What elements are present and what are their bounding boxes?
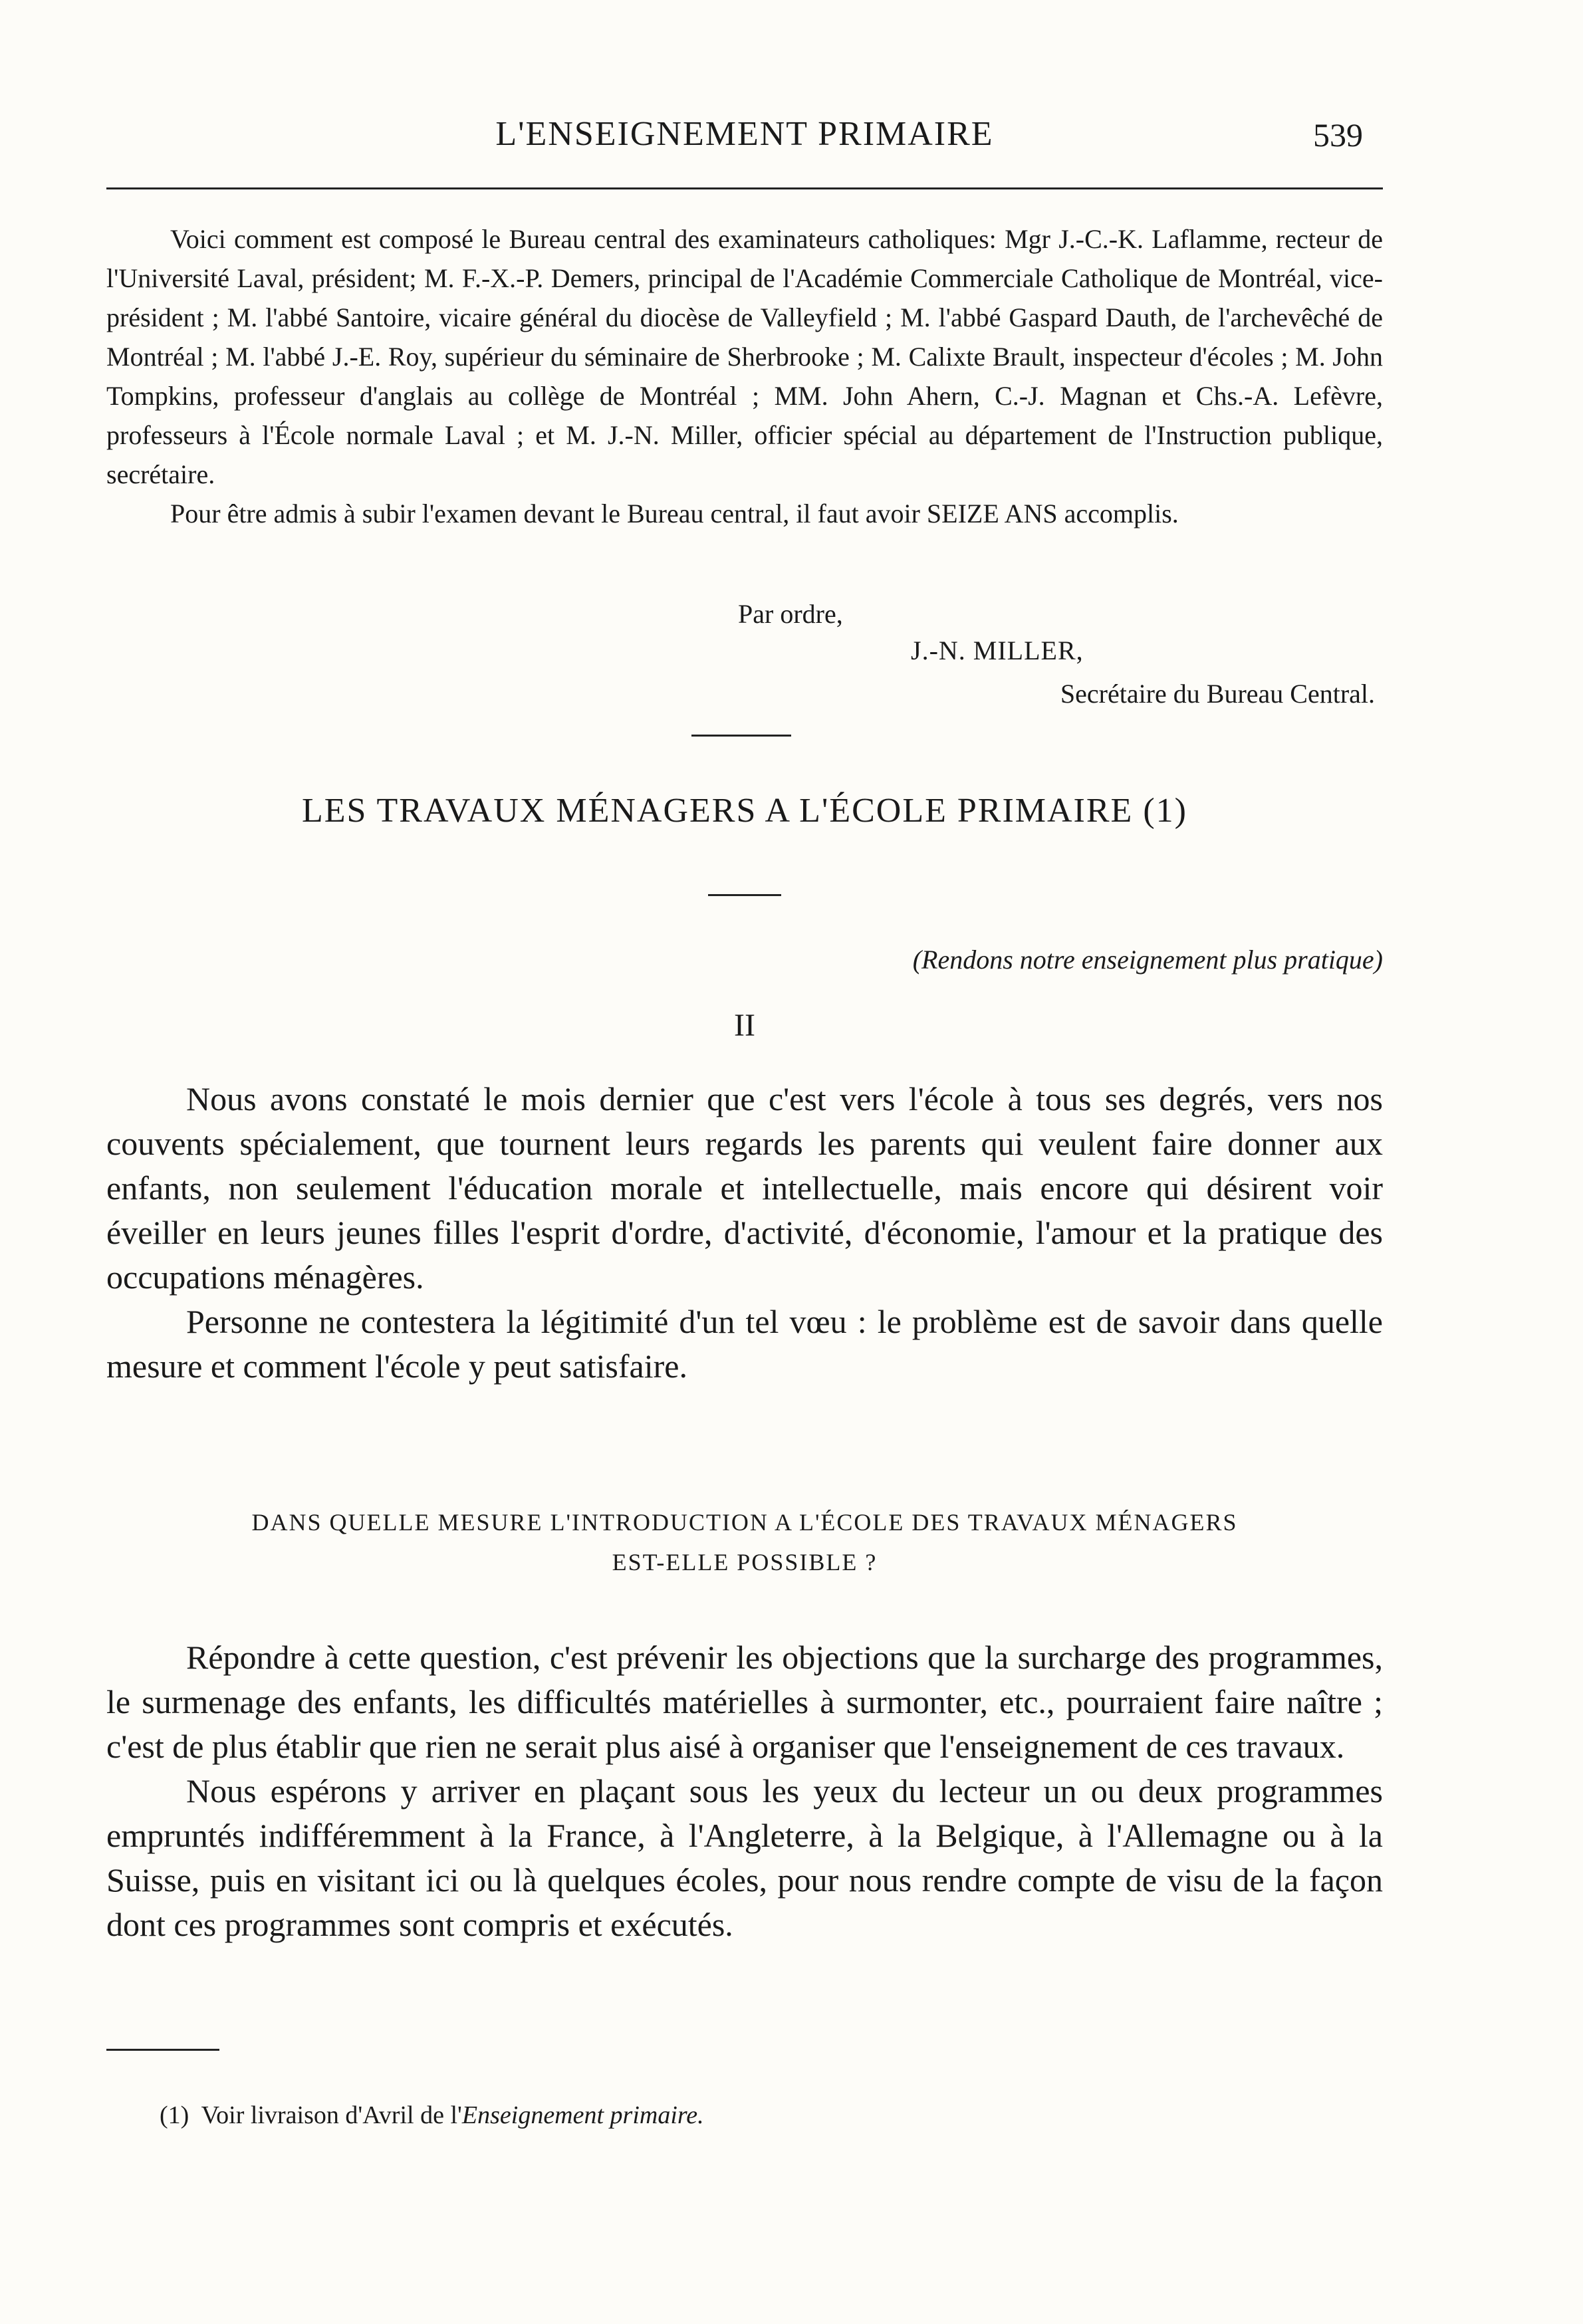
page-number: 539 (1313, 116, 1363, 154)
article-subtitle: (Rendons notre enseignement plus pratique) (912, 945, 1383, 975)
footnote-marker: (1) (160, 2101, 189, 2129)
part-number: II (734, 1008, 755, 1043)
intro-paragraph-2: Pour être admis à subir l'examen devant le Bureau central, il faut avoir SEIZE ANS accomplis. (170, 499, 1179, 528)
body-paragraph: Nous avons constaté le mois dernier que c'est vers l'école à tous ses degrés, vers nos couvents spécialement, que tournent leurs regards les parents qui veulent faire donner aux enfants, non seulement l'éducation morale et intellectuelle, mais encore qui désirent voir éveiller en leurs jeunes filles l'esprit d'ordre, d'activité, d'économie, l'amour et la pratique des occupations ménagères. (106, 1080, 1383, 1296)
body-paragraph: Répondre à cette question, c'est prévenir les objections que la surcharge des programmes, le surmenage des enfants, les difficultés matérielles à surmonter, etc., pourraient faire naître ; c'est de plus établir que rien ne serait plus aisé à organiser que l'enseignement de ces travaux. (106, 1639, 1383, 1765)
header-rule (106, 187, 1383, 189)
body-paragraph: Personne ne contestera la légitimité d'un tel vœu : le problème est de savoir dans quelle mesure et comment l'école y peut satisfaire. (106, 1303, 1383, 1385)
signature-role: Secrétaire du Bureau Central. (1060, 679, 1375, 709)
footnote-text: Voir livraison d'Avril de l' (201, 2101, 462, 2129)
signature-order: Par ordre, (738, 599, 843, 629)
intro-paragraph-1: Voici comment est composé le Bureau central des examinateurs catholiques: Mgr J.-C.-K. Laflamme, recteur de l'Université Laval, président; M. F.-X.-P. Demers, principal de l'Académie Commerciale Catholique de Montréal, vice-président ; M. l'abbé Santoire, vicaire général du diocèse de Valleyfield ; M. l'abbé Gaspard Dauth, de l'archevêché de Montréal ; M. l'abbé J.-E. Roy, supérieur du séminaire de Sherbrooke ; M. Calixte Brault, inspecteur d'écoles ; M. John Tompkins, professeur d'anglais au collège de Montréal ; MM. John Ahern, C.-J. Magnan et Chs.-A. Lefèvre, professeurs à l'École normale Laval ; et M. J.-N. Miller, officier spécial au département de l'Instruction publique, secrétaire. (106, 224, 1383, 489)
separator-rule (691, 735, 791, 737)
section-heading-line-1: DANS QUELLE MESURE L'INTRODUCTION A L'ÉCOLE DES TRAVAUX MÉNAGERS (251, 1509, 1238, 1536)
footnote-italic: Enseignement primaire. (461, 2101, 704, 2129)
intro-block (106, 219, 1383, 533)
title-rule (708, 894, 781, 896)
article-title: LES TRAVAUX MÉNAGERS A L'ÉCOLE PRIMAIRE (1) (302, 792, 1187, 830)
document-page (106, 0, 1383, 2324)
body-paragraph: Nous espérons y arriver en plaçant sous les yeux du lecteur un ou deux programmes empruntés indifféremment à la France, à l'Angleterre, à la Belgique, à l'Allemagne ou à la Suisse, puis en visitant ici ou là quelques écoles, pour nous rendre compte de visu de la façon dont ces programmes sont compris et exécutés. (106, 1772, 1383, 1943)
signature-name: J.-N. MILLER, (911, 636, 1084, 665)
body-section-1 (106, 1077, 1383, 1389)
section-heading (106, 1502, 1383, 1582)
body-section-2 (106, 1635, 1383, 1947)
footnote-rule (106, 2049, 219, 2051)
footnote (160, 2101, 704, 2130)
running-title: L'ENSEIGNEMENT PRIMAIRE (495, 115, 994, 153)
section-heading-line-2: EST-ELLE POSSIBLE ? (612, 1549, 878, 1575)
page-header (106, 114, 1383, 161)
